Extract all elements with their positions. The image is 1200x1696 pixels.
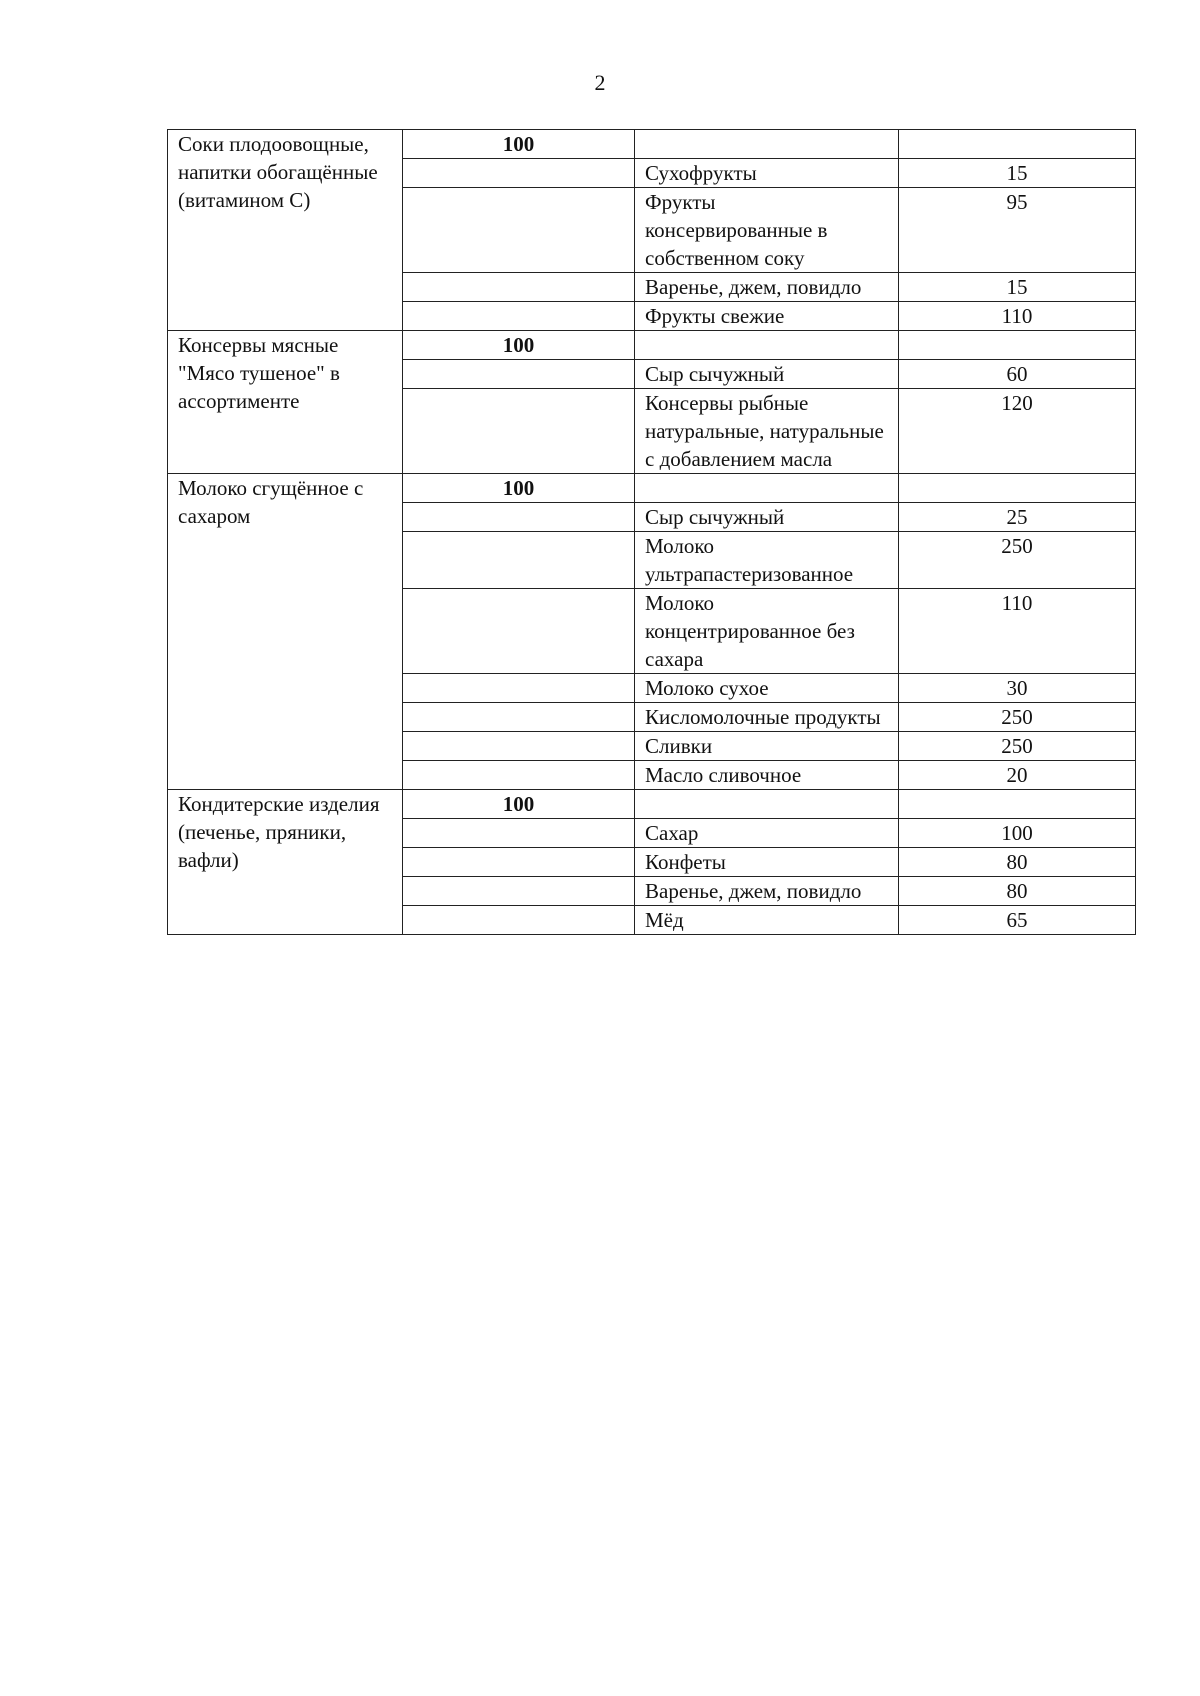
empty-cell [403, 589, 635, 674]
empty-cell [635, 474, 899, 503]
product-name-cell: Соки плодоовощные, напитки обогащённые (витамином С) [168, 130, 403, 331]
replacement-value-cell: 110 [899, 302, 1136, 331]
replacement-name-cell: Кисломолочные продукты [635, 703, 899, 732]
empty-cell [403, 302, 635, 331]
replacement-name-cell: Консервы рыбные натуральные, натуральные с добавлением масла [635, 389, 899, 474]
group-header-row [168, 331, 1136, 360]
replacement-value-cell: 80 [899, 848, 1136, 877]
replacement-name-cell: Молоко сухое [635, 674, 899, 703]
replacement-name-cell: Фрукты консервированные в собственном соку [635, 188, 899, 273]
norm-value-cell: 100 [403, 331, 635, 360]
empty-cell [403, 503, 635, 532]
replacement-value-cell: 30 [899, 674, 1136, 703]
empty-cell [403, 732, 635, 761]
table-body [168, 130, 1136, 935]
replacement-name-cell: Мёд [635, 906, 899, 935]
replacement-value-cell: 95 [899, 188, 1136, 273]
norm-value-cell: 100 [403, 474, 635, 503]
empty-cell [403, 360, 635, 389]
empty-cell [403, 761, 635, 790]
empty-cell [899, 331, 1136, 360]
empty-cell [635, 331, 899, 360]
empty-cell [635, 790, 899, 819]
replacement-name-cell: Сыр сычужный [635, 503, 899, 532]
replacement-name-cell: Сливки [635, 732, 899, 761]
empty-cell [403, 848, 635, 877]
empty-cell [403, 389, 635, 474]
empty-cell [403, 159, 635, 188]
replacement-name-cell: Сыр сычужный [635, 360, 899, 389]
empty-cell [403, 877, 635, 906]
empty-cell [403, 906, 635, 935]
norm-value-cell: 100 [403, 790, 635, 819]
empty-cell [403, 273, 635, 302]
empty-cell [635, 130, 899, 159]
norm-value-cell: 100 [403, 130, 635, 159]
empty-cell [403, 532, 635, 589]
product-name-cell: Кондитерские изделия (печенье, пряники, вафли) [168, 790, 403, 935]
replacement-value-cell: 80 [899, 877, 1136, 906]
product-name-cell: Консервы мясные "Мясо тушеное" в ассортименте [168, 331, 403, 474]
empty-cell [403, 703, 635, 732]
replacement-value-cell: 65 [899, 906, 1136, 935]
replacement-name-cell: Сахар [635, 819, 899, 848]
group-header-row [168, 130, 1136, 159]
replacement-value-cell: 25 [899, 503, 1136, 532]
replacement-value-cell: 15 [899, 159, 1136, 188]
replacement-name-cell: Молоко ультрапастеризованное [635, 532, 899, 589]
page-number: 2 [594, 70, 606, 95]
replacement-value-cell: 100 [899, 819, 1136, 848]
replacement-value-cell: 110 [899, 589, 1136, 674]
replacement-name-cell: Варенье, джем, повидло [635, 877, 899, 906]
empty-cell [403, 188, 635, 273]
replacement-value-cell: 250 [899, 532, 1136, 589]
replacement-value-cell: 60 [899, 360, 1136, 389]
replacement-value-cell: 120 [899, 389, 1136, 474]
empty-cell [899, 790, 1136, 819]
empty-cell [899, 130, 1136, 159]
product-name-cell: Молоко сгущённое с сахаром [168, 474, 403, 790]
replacement-name-cell: Варенье, джем, повидло [635, 273, 899, 302]
group-header-row [168, 790, 1136, 819]
replacement-name-cell: Сухофрукты [635, 159, 899, 188]
replacement-value-cell: 250 [899, 732, 1136, 761]
empty-cell [899, 474, 1136, 503]
replacement-name-cell: Молоко концентрированное без сахара [635, 589, 899, 674]
replacement-name-cell: Фрукты свежие [635, 302, 899, 331]
replacement-norms-table [167, 129, 1136, 935]
replacement-value-cell: 250 [899, 703, 1136, 732]
empty-cell [403, 674, 635, 703]
empty-cell [403, 819, 635, 848]
replacement-value-cell: 20 [899, 761, 1136, 790]
replacement-value-cell: 15 [899, 273, 1136, 302]
replacement-name-cell: Конфеты [635, 848, 899, 877]
group-header-row [168, 474, 1136, 503]
replacement-name-cell: Масло сливочное [635, 761, 899, 790]
